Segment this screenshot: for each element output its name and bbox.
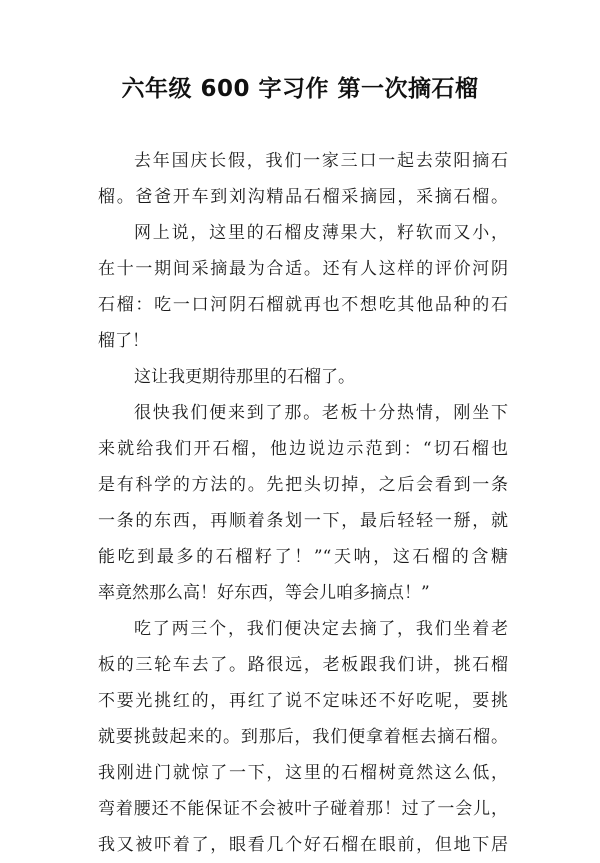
document-title: 六年级 600 字习作 第一次摘石榴: [121, 76, 479, 102]
paragraph-line: 能吃到最多的石榴籽了！”“天呐，这石榴的含糖: [98, 547, 508, 567]
paragraph-line: 去年国庆长假，我们一家三口一起去荥阳摘石: [134, 151, 508, 171]
paragraph-line: 一条的东西，再顺着条划一下，最后轻轻一掰，就: [98, 511, 508, 531]
paragraph-line: 板的三轮车去了。路很远，老板跟我们讲，挑石榴: [98, 655, 508, 675]
paragraph-line: 率竟然那么高！好东西，等会儿咱多摘点！”: [98, 583, 430, 603]
paragraph-line: 很快我们便来到了那。老板十分热情，刚坐下: [134, 403, 508, 423]
paragraph-line: 弯着腰还不能保证不会被叶子碰着那！过了一会儿，: [98, 799, 508, 819]
paragraph-line: 来就给我们开石榴，他边说边示范到：“切石榴也: [98, 439, 508, 459]
paragraph-line: 是有科学的方法的。先把头切掉，之后会看到一条: [98, 475, 508, 495]
paragraph-line: 就要挑鼓起来的。到那后，我们便拿着框去摘石榴。: [98, 727, 508, 747]
paragraph-line: 吃了两三个，我们便决定去摘了，我们坐着老: [134, 619, 508, 639]
paragraph-line: 榴。爸爸开车到刘沟精品石榴采摘园，采摘石榴。: [98, 187, 508, 207]
paragraph-line: 榴了！: [98, 331, 149, 351]
paragraph-line: 不要光挑红的，再红了说不定味还不好吃呢，要挑: [98, 691, 508, 711]
paragraph-line: 在十一期间采摘最为合适。还有人这样的评价河阴: [98, 259, 508, 279]
paragraph-line: 网上说，这里的石榴皮薄果大，籽软而又小，: [134, 223, 508, 243]
paragraph-line: 这让我更期待那里的石榴了。: [134, 367, 355, 387]
paragraph-line: 我刚进门就惊了一下，这里的石榴树竟然这么低，: [98, 763, 508, 783]
paragraph-line: 石榴：吃一口河阴石榴就再也不想吃其他品种的石: [98, 295, 508, 315]
document-body: [98, 143, 508, 863]
paragraph-line: 我又被吓着了，眼看几个好石榴在眼前，但地下居: [98, 835, 508, 855]
